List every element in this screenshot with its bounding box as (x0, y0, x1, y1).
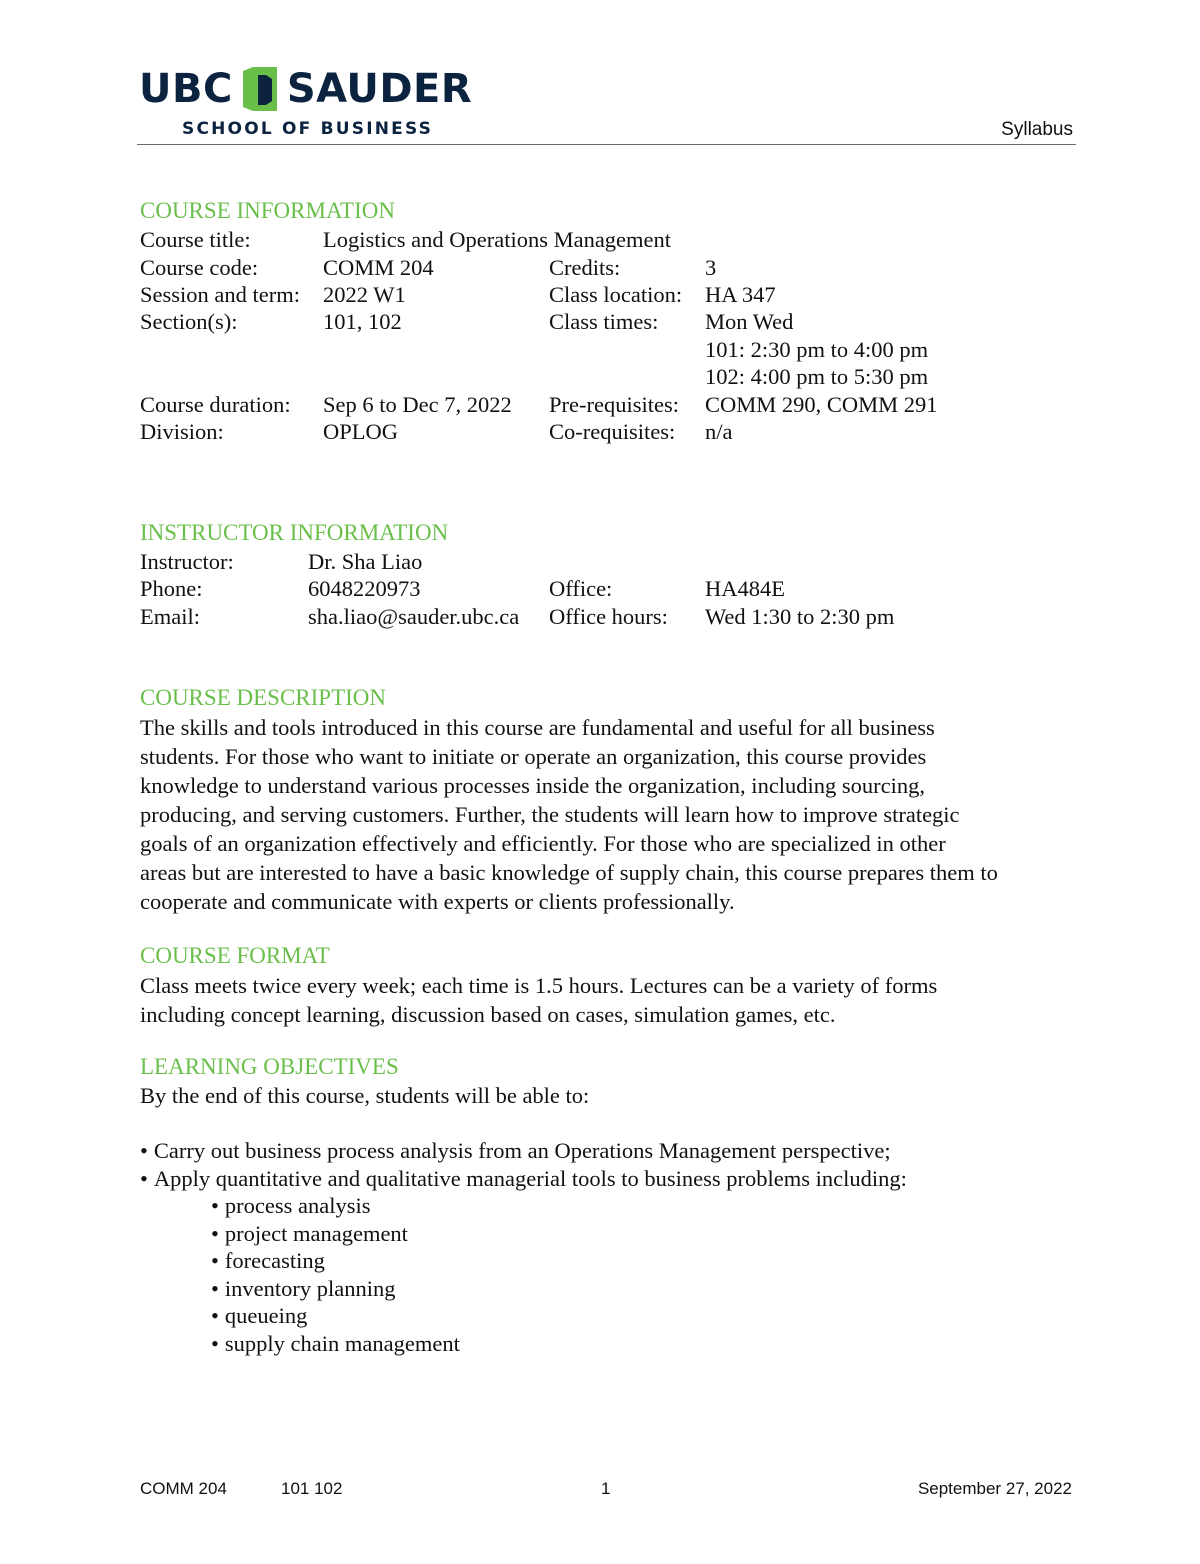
email-label: Email: (140, 604, 200, 629)
objective-item: • Carry out business process analysis from an Operations Management perspective; (140, 1137, 907, 1165)
description-line: producing, and serving customers. Further, the students will learn how to improve strategic (140, 802, 960, 827)
footer-sections: 101 102 (281, 1479, 343, 1498)
description-line: students. For those who want to initiate or operate an organization, this course provides (140, 744, 927, 769)
ubc-crest-icon (241, 67, 279, 111)
class-location-label: Class location: (549, 282, 683, 307)
prerequisites-label: Pre-requisites: (549, 392, 679, 417)
course-description-heading: COURSE DESCRIPTION (140, 685, 387, 710)
logo-school-of-business: SCHOOL OF BUSINESS (182, 119, 434, 139)
tool-item: • inventory planning (211, 1275, 460, 1303)
office-hours-label: Office hours: (549, 604, 668, 629)
credits-value: 3 (705, 255, 717, 280)
tool-item: • supply chain management (211, 1330, 460, 1358)
class-location-value: HA 347 (705, 282, 776, 307)
course-format-heading: COURSE FORMAT (140, 943, 330, 968)
description-line: goals of an organization effectively and efficiently. For those who are specialized in other (140, 831, 946, 856)
instructor-label: Instructor: (140, 549, 234, 574)
credits-label: Credits: (549, 255, 621, 280)
class-times-section-101: 101: 2:30 pm to 4:00 pm (705, 337, 929, 362)
learning-objectives-heading: LEARNING OBJECTIVES (140, 1054, 399, 1079)
session-term-value: 2022 W1 (323, 282, 406, 307)
class-times-section-102: 102: 4:00 pm to 5:30 pm (705, 364, 929, 389)
description-line: cooperate and communicate with experts or clients professionally. (140, 889, 735, 914)
course-title-label: Course title: (140, 227, 251, 252)
course-code-label: Course code: (140, 255, 259, 280)
phone-value: 6048220973 (308, 576, 421, 601)
instructor-information-heading: INSTRUCTOR INFORMATION (140, 520, 449, 545)
document-type-label: Syllabus (1001, 119, 1073, 140)
logo-wordmark (139, 66, 472, 112)
tool-item: • project management (211, 1220, 460, 1248)
phone-label: Phone: (140, 576, 203, 601)
class-times-days: Mon Wed (705, 309, 794, 334)
division-label: Division: (140, 419, 224, 444)
objectives-list (140, 1137, 907, 1192)
office-label: Office: (549, 576, 613, 601)
course-duration-label: Course duration: (140, 392, 291, 417)
ubc-sauder-logo (139, 66, 473, 142)
office-hours-value: Wed 1:30 to 2:30 pm (705, 604, 895, 629)
learning-objectives-intro: By the end of this course, students will be able to: (140, 1083, 590, 1108)
objective-item: • Apply quantitative and qualitative managerial tools to business problems including: (140, 1165, 907, 1193)
managerial-tools-list (211, 1192, 460, 1357)
header-divider (137, 144, 1076, 145)
description-line: The skills and tools introduced in this course are fundamental and useful for all business (140, 715, 935, 740)
session-term-label: Session and term: (140, 282, 300, 307)
class-times-label: Class times: (549, 309, 659, 334)
corequisites-value: n/a (705, 419, 733, 444)
tool-item: • queueing (211, 1302, 460, 1330)
corequisites-label: Co-requisites: (549, 419, 676, 444)
tool-item: • forecasting (211, 1247, 460, 1275)
footer-date: September 27, 2022 (917, 1479, 1072, 1498)
email-value: sha.liao@sauder.ubc.ca (308, 604, 520, 629)
footer-page-number: 1 (601, 1479, 611, 1498)
office-value: HA484E (705, 576, 785, 601)
tool-item: • process analysis (211, 1192, 460, 1220)
description-line: areas but are interested to have a basic knowledge of supply chain, this course prepares them to (140, 860, 998, 885)
course-code-value: COMM 204 (323, 255, 434, 280)
format-line: including concept learning, discussion based on cases, simulation games, etc. (140, 1002, 836, 1027)
prerequisites-value: COMM 290, COMM 291 (705, 392, 938, 417)
course-title-value: Logistics and Operations Management (323, 227, 672, 252)
course-format-text (140, 971, 1070, 1029)
course-information-heading: COURSE INFORMATION (140, 198, 395, 223)
footer-course-code: COMM 204 (140, 1479, 227, 1498)
division-value: OPLOG (323, 419, 399, 444)
course-description-text (140, 713, 1070, 916)
description-line: knowledge to understand various processes inside the organization, including sourcing, (140, 773, 926, 798)
sections-label: Section(s): (140, 309, 238, 334)
format-line: Class meets twice every week; each time is 1.5 hours. Lectures can be a variety of forms (140, 973, 938, 998)
course-duration-value: Sep 6 to Dec 7, 2022 (323, 392, 512, 417)
sections-value: 101, 102 (323, 309, 402, 334)
logo-sauder-text: SAUDER (286, 66, 473, 112)
logo-ubc-text: UBC (139, 66, 233, 112)
instructor-name: Dr. Sha Liao (308, 549, 423, 574)
